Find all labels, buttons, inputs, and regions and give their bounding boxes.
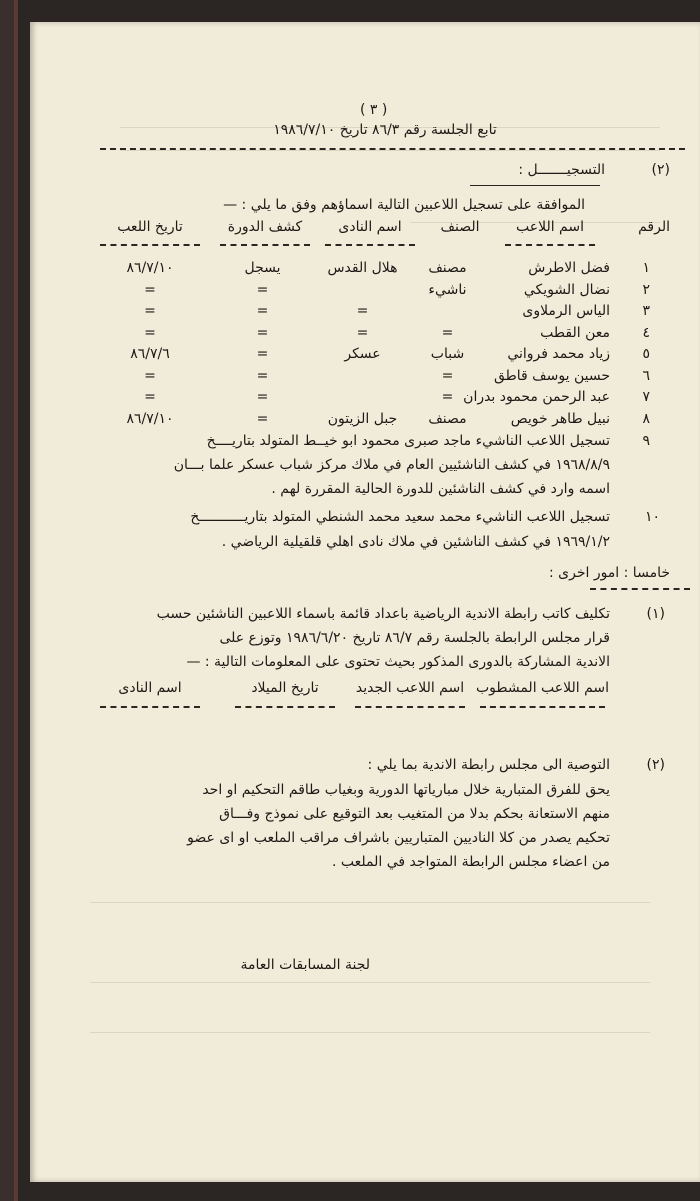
cell-player-name: عبد الرحمن محمود بدران (463, 389, 610, 405)
item-text-line: تحكيم يصدر من كلا الناديين المتباريين باشراف مراقب الملعب او اى عضو (187, 830, 610, 846)
cell-league-list: = (256, 410, 269, 427)
cell-number: ٤ (642, 324, 650, 341)
cell-league-list: = (256, 303, 269, 319)
col-underline-player (505, 244, 595, 246)
book-binding (0, 0, 18, 1201)
cell-league-list: = (256, 324, 269, 341)
session-header: تابع الجلسة رقم ٨٦/٣ تاريخ ١٩٨٦/٧/١٠ (273, 122, 497, 138)
item-text-line: تكليف كاتب رابطة الاندية الرياضية باعداد قائمة باسماء اللاعبين الناشئين حسب (156, 606, 610, 622)
col-underline-list (220, 244, 310, 246)
cell-player-name: معن القطب (540, 324, 610, 341)
cell-category: ناشيء (428, 281, 467, 298)
cell-number: ٥ (642, 346, 650, 362)
cell-play-date: ٨٦/٧/١٠ (126, 410, 174, 427)
cell-club: هلال القدس (327, 260, 398, 276)
field-underline (100, 706, 200, 708)
cell-number: ٢ (642, 281, 650, 298)
cell-player-name: نبيل طاهر خويص (510, 410, 610, 427)
field-underline (235, 706, 335, 708)
section-underline (590, 588, 690, 590)
cell-club: عسكر (344, 346, 381, 362)
page-number: ( ٣ ) (360, 102, 388, 118)
field-label: تاريخ الميلاد (251, 680, 319, 696)
cell-player-name: نضال الشويكي (523, 281, 610, 298)
header-rule (100, 148, 685, 150)
cell-play-date: = (144, 303, 156, 319)
cell-number: ٣ (642, 303, 650, 319)
item-text-line: ١٩٦٨/٨/٩ في كشف الناشئيين العام في ملاك مركز شباب عسكر علما بـــان (173, 457, 610, 473)
cell-category: شباب (430, 346, 465, 362)
field-label: اسم اللاعب المشطوب (475, 680, 610, 696)
section-title: التسجيـــــــل : (518, 162, 605, 178)
cell-category: = (441, 389, 454, 405)
section-title-underline (470, 185, 600, 186)
cell-number: ٧ (642, 389, 650, 405)
cell-play-date: = (144, 324, 156, 341)
cell-play-date: = (144, 367, 156, 384)
field-underline (355, 706, 465, 708)
cell-play-date: = (144, 281, 156, 298)
cell-play-date: ٨٦/٧/٦ (130, 346, 170, 362)
cell-league-list: = (256, 281, 269, 298)
col-header-category: الصنف (440, 219, 480, 235)
cell-category: = (441, 324, 454, 341)
cell-league-list: يسجل (244, 260, 281, 276)
cell-number: ٦ (642, 367, 650, 384)
cell-category: مصنف (428, 410, 467, 427)
cell-number: ١ (642, 260, 650, 276)
cell-club: = (356, 303, 369, 319)
col-header-league-list: كشف الدورة (227, 219, 303, 235)
cell-category: مصنف (428, 260, 467, 276)
field-label: اسم النادى (118, 680, 182, 696)
col-header-play-date: تاريخ اللعب (117, 219, 183, 235)
cell-player-name: الياس الرملاوى (522, 303, 610, 319)
field-underline (480, 706, 605, 708)
col-underline-club (325, 244, 415, 246)
item-text-line: قرار مجلس الرابطة بالجلسة رقم ٨٦/٧ تاريخ ١٩٨٦/٦/٢٠ وتوزع على (219, 630, 610, 646)
item-number: (١) (646, 606, 665, 622)
item-text-line: من اعضاء مجلس الرابطة المتواجد في الملعب . (331, 854, 610, 870)
field-label: اسم اللاعب الجديد (355, 680, 465, 696)
cell-club: جبل الزيتون (327, 410, 398, 427)
cell-play-date: ٨٦/٧/١٠ (126, 260, 174, 276)
item-text-line: تسجيل اللاعب الناشيء محمد سعيد محمد الشنطي المتولد بتاريـــــــــــخ (190, 509, 610, 525)
cell-player-name: زياد محمد فرواني (507, 346, 610, 362)
cell-category: = (441, 367, 454, 384)
cell-player-name: فضل الاطرش (528, 260, 610, 276)
item-text-line: يحق للفرق المتبارية خلال مبارياتها الدورية وبغياب طاقم التحكيم او احد (202, 782, 610, 798)
col-header-club: اسم النادى (338, 219, 402, 235)
cell-number: ٨ (642, 410, 650, 427)
cell-league-list: = (256, 367, 269, 384)
item-number: (٢) (646, 757, 665, 773)
cell-league-list: = (256, 389, 269, 405)
item-text-line: ١٩٦٩/١/٢ في كشف الناشئين في ملاك نادى اهلي قلقيلية الرياضي . (221, 534, 610, 550)
item-text-line: الاندية المشاركة بالدورى المذكور بحيث تحتوى على المعلومات التالية : — (186, 654, 610, 670)
section-number: (٢) (651, 162, 670, 178)
col-header-player: اسم اللاعب (516, 219, 584, 235)
col-header-number: الرقم (638, 219, 670, 235)
item-text-line: اسمه وارد في كشف الناشئين للدورة الحالية المقررة لهم . (271, 481, 610, 497)
item-number: ١٠ (644, 509, 660, 525)
item-text-line: تسجيل اللاعب الناشيء ماجد صبرى محمود ابو خيــط المتولد بتاريــــخ (206, 433, 610, 449)
cell-league-list: = (256, 346, 269, 362)
section-title: خامسا : امور اخرى : (548, 565, 670, 581)
item-number: ٩ (642, 433, 650, 449)
item-text-line: منهم الاستعانة بحكم بدلا من المتغيب بعد التوقيع على نموذج وفـــاق (219, 806, 610, 822)
cell-play-date: = (144, 389, 156, 405)
cell-club: = (356, 324, 369, 341)
signature-committee: لجنة المسابقات العامة (240, 957, 370, 973)
document-page (30, 22, 700, 1182)
cell-player-name: حسين يوسف قاطق (493, 367, 610, 384)
col-underline-date (100, 244, 200, 246)
section-intro: الموافقة على تسجيل اللاعبين التالية اسماؤهم وفق ما يلي : — (223, 197, 585, 213)
item-text-line: التوصية الى مجلس رابطة الاندية بما يلي : (367, 757, 610, 773)
